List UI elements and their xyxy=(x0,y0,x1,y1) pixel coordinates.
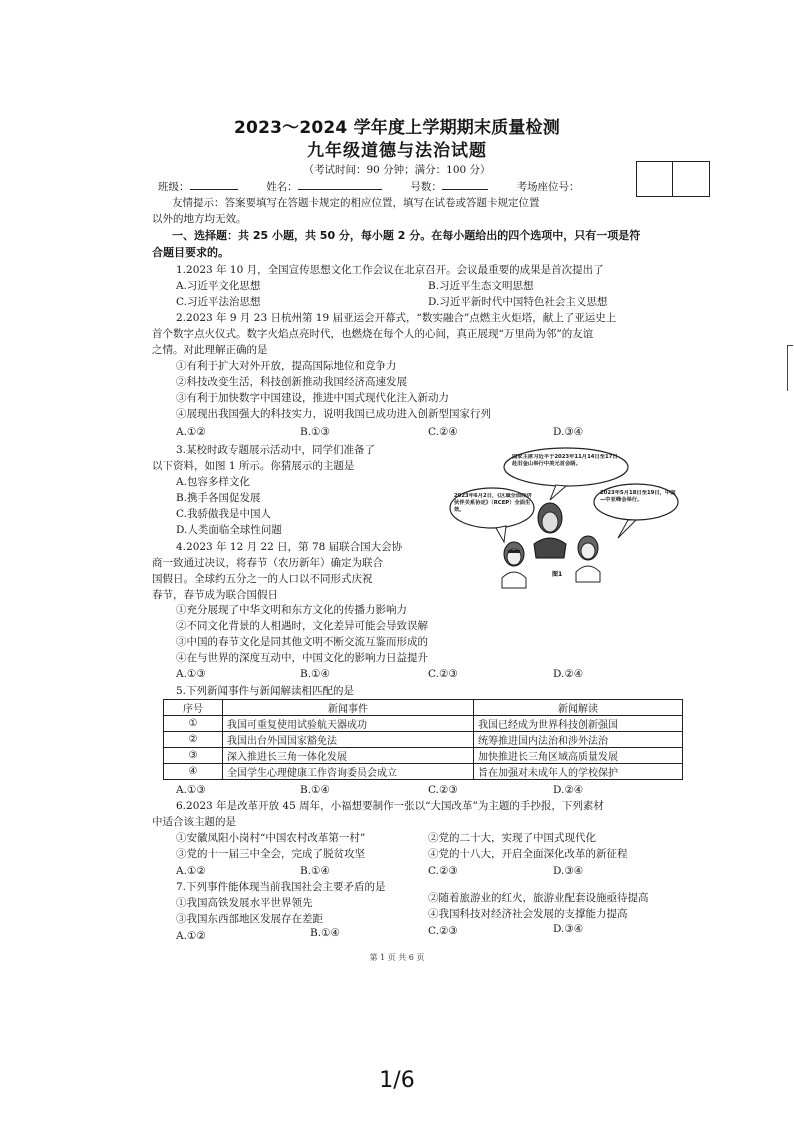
col-header-event: 新闻事件 xyxy=(223,700,474,716)
q4-statement-3: ③中国的春节文化是同其他文明不断交流互鉴而形成的 xyxy=(176,636,428,648)
row-event: 深入推进长三角一体化发展 xyxy=(223,748,474,764)
q1-option-d: D.习近平新时代中国特色社会主义思想 xyxy=(428,296,608,308)
page-footer: 第 1 页 共 6 页 xyxy=(369,953,425,962)
notice-line-2: 以外的地方均无效。 xyxy=(152,213,247,225)
q3-option-a: A.包容多样文化 xyxy=(176,476,250,488)
bubble-left-text: 2023年6月2日，《区域全面经济伙伴关系协定》（RCEP）全面生效。 xyxy=(454,493,532,513)
q5-option-a: A.①③ xyxy=(176,784,206,796)
q1-option-a: A.习近平文化思想 xyxy=(176,280,261,292)
col-header-index: 序号 xyxy=(164,700,223,716)
bubble-right-text: 2023年5月18日至19日，中国—中亚峰会举行。 xyxy=(600,490,676,503)
notice-line-1: 友情提示：答案要填写在答题卡规定的相应位置，填写在试卷或答题卡规定位置 xyxy=(172,197,540,209)
q1-stem: 1.2023 年 10 月，全国宣传思想文化工作会议在北京召开。会议最重要的成果是首次提出了 xyxy=(176,264,604,276)
student-figure-right xyxy=(576,536,600,582)
q3-stem-2: 以下资料，如图 1 所示。你猜展示的主题是 xyxy=(152,460,355,472)
seat-number-box xyxy=(636,161,710,197)
q5-stem: 5.下列新闻事件与新闻解读相匹配的是 xyxy=(176,685,355,697)
figure-caption: 图1 xyxy=(552,571,563,578)
q2-option-c: C.②④ xyxy=(428,426,458,438)
class-label: 班级： xyxy=(158,181,190,193)
q5-option-c: C.②③ xyxy=(428,784,458,796)
q4-stem-4: 春节，春节成为联合国假日 xyxy=(152,589,278,601)
q2-stem-1: 2.2023 年 9 月 23 日杭州第 19 届亚运会开幕式，“数实融合”点燃主火炬塔，献上了亚运史上 xyxy=(176,312,617,324)
table-row xyxy=(164,716,683,732)
page-indicator: 1/6 xyxy=(379,1068,415,1093)
row-interpretation: 统筹推进国内法治和涉外法治 xyxy=(474,732,683,748)
q6-option-a: A.①② xyxy=(176,865,206,877)
exam-info: （考试时间：90 分钟；满分：100 分） xyxy=(303,164,491,176)
table-header-row xyxy=(164,700,683,716)
q5-option-d: D.②④ xyxy=(553,784,584,796)
q7-statement-3: ③我国东西部地区发展存在差距 xyxy=(176,913,323,925)
seat-label: 考场座位号： xyxy=(516,181,580,193)
q7-statement-1: ①我国高铁发展水平世界领先 xyxy=(176,897,313,909)
q3-stem-1: 3.某校时政专题展示活动中，同学们准备了 xyxy=(176,444,376,456)
student-info-row xyxy=(158,180,580,194)
section1-heading-cont: 合题目要求的。 xyxy=(152,246,229,259)
q5-news-table xyxy=(163,699,683,780)
q6-option-b: B.①④ xyxy=(300,865,330,877)
row-interpretation: 我国已经成为世界科技创新强国 xyxy=(474,716,683,732)
q6-statement-1: ①安徽凤阳小岗村“中国农村改革第一村” xyxy=(176,832,366,844)
q4-statement-1: ①充分展现了中华文明和东方文化的传播力影响力 xyxy=(176,604,407,616)
page-edge-mark-top xyxy=(787,345,793,346)
bubble-top-text: 国家主席习近平于2023年11月14日至17日赴旧金山举行中美元首会晤。 xyxy=(512,454,618,467)
q4-option-c: C.②③ xyxy=(428,668,458,680)
q4-stem-3: 国假日。全球约五分之一的人口以不同形式庆祝 xyxy=(152,573,373,585)
q2-statement-2: ②科技改变生活，科技创新推动我国经济高速发展 xyxy=(176,376,407,388)
row-index: ③ xyxy=(164,748,223,764)
row-interpretation: 旨在加强对未成年人的学校保护 xyxy=(474,764,683,780)
row-interpretation: 加快推进长三角区域高质量发展 xyxy=(474,748,683,764)
q7-stem: 7.下列事件能体现当前我国社会主要矛盾的是 xyxy=(176,881,386,893)
q4-stem-1: 4.2023 年 12 月 22 日，第 78 届联合国大会协 xyxy=(176,541,403,553)
q2-statement-4: ④展现出我国强大的科技实力，说明我国已成功进入创新型国家行列 xyxy=(176,408,491,420)
q3-option-c: C.我骄傲我是中国人 xyxy=(176,508,271,520)
bubble-right-tail xyxy=(618,520,636,538)
q2-option-d: D.③④ xyxy=(553,426,584,438)
table-row xyxy=(164,764,683,780)
page-edge-mark xyxy=(787,345,788,391)
q7-statement-2: ②随着旅游业的红火，旅游业配套设施亟待提高 xyxy=(428,892,649,904)
bubble-top-tail xyxy=(550,485,566,500)
q4-option-b: B.①④ xyxy=(300,668,330,680)
q5-option-b: B.①④ xyxy=(300,784,330,796)
table-row xyxy=(164,732,683,748)
row-event: 我国可重复使用试验航天器成功 xyxy=(223,716,474,732)
q6-statement-3: ③党的十一届三中全会，完成了脱贫攻坚 xyxy=(176,848,365,860)
name-blank xyxy=(298,180,382,190)
q2-statement-1: ①有利于扩大对外开放，提高国际地位和竞争力 xyxy=(176,360,397,372)
row-event: 全国学生心理健康工作咨询委员会成立 xyxy=(223,764,474,780)
class-blank xyxy=(190,180,238,190)
q4-statement-2: ②不同文化背景的人相遇时，文化差异可能会导致误解 xyxy=(176,620,428,632)
name-label: 姓名： xyxy=(266,181,298,193)
q2-stem-2: 首个数字点火仪式。数字火焰点亮时代，也燃烧在每个人的心间，真正展现“万里尚为邻”的友谊 xyxy=(152,328,594,340)
q3-option-b: B.携手各国促发展 xyxy=(176,492,261,504)
q2-stem-3: 之情。对此理解正确的是 xyxy=(152,344,268,356)
row-index: ① xyxy=(164,716,223,732)
exam-subtitle: 九年级道德与法治试题 xyxy=(307,141,487,161)
q7-option-d: D.③④ xyxy=(553,923,584,935)
q6-statement-4: ④党的十八大，开启全面深化改革的新征程 xyxy=(428,848,628,860)
q2-statement-3: ③有利于加快数字中国建设，推进中国式现代化注入新动力 xyxy=(176,392,449,404)
q7-statement-4: ④我国科技对经济社会发展的支撑能力提高 xyxy=(428,908,628,920)
col-header-interpretation: 新闻解读 xyxy=(474,700,683,716)
row-index: ② xyxy=(164,732,223,748)
q4-option-a: A.①③ xyxy=(176,668,206,680)
q4-statement-4: ④在与世界的深度互动中，中国文化的影响力日益提升 xyxy=(176,652,428,664)
q2-option-b: B.①③ xyxy=(300,426,330,438)
q7-option-b: B.①④ xyxy=(310,927,340,939)
q2-option-a: A.①② xyxy=(176,426,206,438)
q6-stem-2: 中适合该主题的是 xyxy=(152,816,236,828)
q6-stem-1: 6.2023 年是改革开放 45 周年，小福想要制作一张以“大国改革”为主题的手抄报，下列素材 xyxy=(176,800,604,812)
student-figure-middle xyxy=(534,503,566,558)
table-row xyxy=(164,748,683,764)
q4-stem-2: 商一致通过决议，将春节（农历新年）确定为联合 xyxy=(152,557,383,569)
q6-option-d: D.③④ xyxy=(553,865,584,877)
q3-option-d: D.人类面临全球性问题 xyxy=(176,524,282,536)
q7-option-a: A.①② xyxy=(176,930,206,942)
q1-option-c: C.习近平法治思想 xyxy=(176,296,261,308)
q6-statement-2: ②党的二十大，实现了中国式现代化 xyxy=(428,832,596,844)
number-blank xyxy=(442,180,488,190)
row-index: ④ xyxy=(164,764,223,780)
section1-heading: 一、选择题：共 25 小题，共 50 分，每小题 2 分。在每小题给出的四个选项中，只有一项是符 xyxy=(172,229,641,242)
figure-1-illustration xyxy=(438,446,680,596)
row-event: 我国出台外国国家豁免法 xyxy=(223,732,474,748)
q7-option-c: C.②③ xyxy=(428,925,458,937)
q4-option-d: D.②④ xyxy=(553,668,584,680)
number-label: 号数： xyxy=(410,181,442,193)
q1-option-b: B.习近平生态文明思想 xyxy=(428,280,534,292)
bubble-left-tail xyxy=(496,526,506,542)
exam-title: 2023～2024 学年度上学期期末质量检测 xyxy=(234,118,560,138)
student-figure-left xyxy=(502,542,526,588)
q6-option-c: C.②③ xyxy=(428,865,458,877)
